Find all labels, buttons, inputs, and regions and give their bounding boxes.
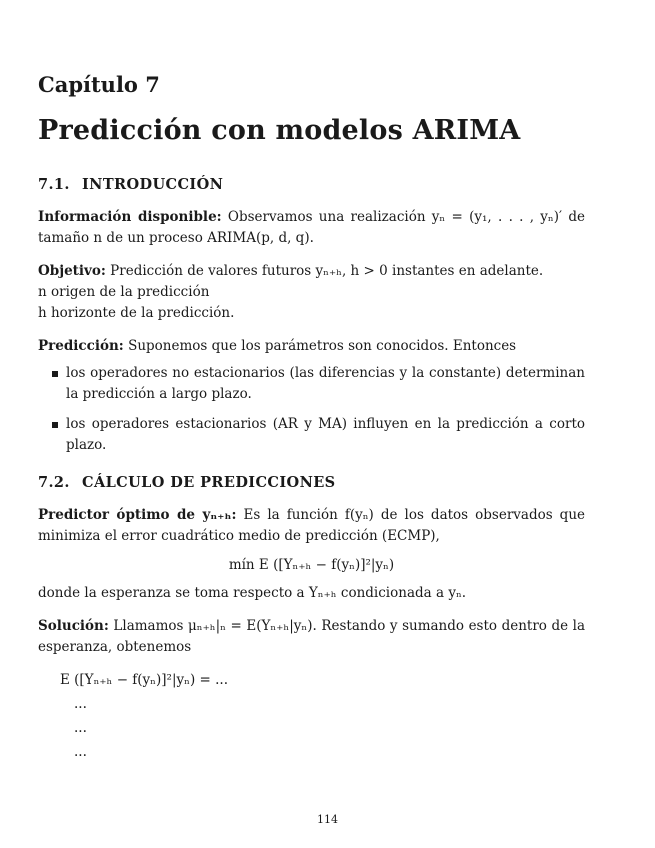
paragraph-objetivo	[38, 261, 585, 282]
origin-line: n origen de la predicción	[38, 284, 210, 300]
derivation-line: E ([Yₙ₊ₕ − f(yₙ)]²|yₙ) = ...	[60, 672, 229, 688]
list-item-text: los operadores estacionarios (AR y MA) influyen en la predicción a corto plazo.	[66, 416, 585, 453]
square-bullet-icon	[52, 371, 58, 377]
paragraph-lead: Predicción:	[38, 338, 124, 354]
chapter-title: Predicción con modelos ARIMA	[38, 115, 521, 146]
list-item-text: los operadores no estacionarios (las diferencias y la constante) determinan la predicción a largo plazo.	[66, 365, 585, 402]
horizon-line: h horizonte de la predicción.	[38, 305, 235, 321]
paragraph-lead: Predictor óptimo de yₙ₊ₕ:	[38, 507, 237, 523]
paragraph-lead: Objetivo:	[38, 263, 106, 279]
paragraph-text: Llamamos μₙ₊ₕ|ₙ = E(Yₙ₊ₕ|yₙ). Restando y sumando esto dentro de la esperanza, obtenemos	[38, 618, 586, 655]
derivation-dots: ...	[74, 720, 87, 736]
section-number: 7.1.	[38, 176, 70, 193]
paragraph-lead: Solución:	[38, 618, 109, 634]
display-equation: mín E ([Yₙ₊ₕ − f(yₙ)]²|yₙ)	[228, 557, 395, 573]
section-heading-calculo	[38, 474, 585, 491]
square-bullet-icon	[52, 422, 58, 428]
paragraph-text: Es la función f(yₙ) de los datos observados que minimiza el error cuadrático medio de predicción (ECMP),	[38, 507, 586, 544]
paragraph-solucion	[38, 616, 585, 658]
paragraph-informacion	[38, 207, 585, 249]
chapter-label: Capítulo 7	[38, 72, 160, 97]
section-title: INTRODUCCIÓN	[82, 176, 224, 193]
bullet-list	[38, 363, 585, 456]
paragraph-prediccion	[38, 336, 585, 357]
derivation-block	[60, 668, 585, 764]
paragraph-after-equation: donde la esperanza se toma respecto a Yₙ₊ₕ condicionada a yₙ.	[38, 585, 467, 601]
section-number: 7.2.	[38, 474, 70, 491]
paragraph-text: Suponemos que los parámetros son conocidos. Entonces	[128, 338, 517, 354]
page-number: 114	[317, 813, 338, 826]
list-item	[38, 414, 585, 456]
derivation-dots: ...	[74, 744, 87, 760]
paragraph-text: Observamos una realización yₙ = (y₁, . . . , yₙ)′ de tamaño n de un proceso ARIMA(p, d, q).	[38, 209, 585, 246]
paragraph-predictor	[38, 505, 585, 547]
paragraph-lead: Información disponible:	[38, 209, 222, 225]
paragraph-text: Predicción de valores futuros yₙ₊ₕ, h > 0 instantes en adelante.	[110, 263, 544, 279]
section-heading-introduccion	[38, 176, 585, 193]
derivation-dots: ...	[74, 696, 87, 712]
list-item	[38, 363, 585, 405]
section-title: CÁLCULO DE PREDICCIONES	[82, 474, 336, 491]
page-content	[38, 72, 585, 764]
